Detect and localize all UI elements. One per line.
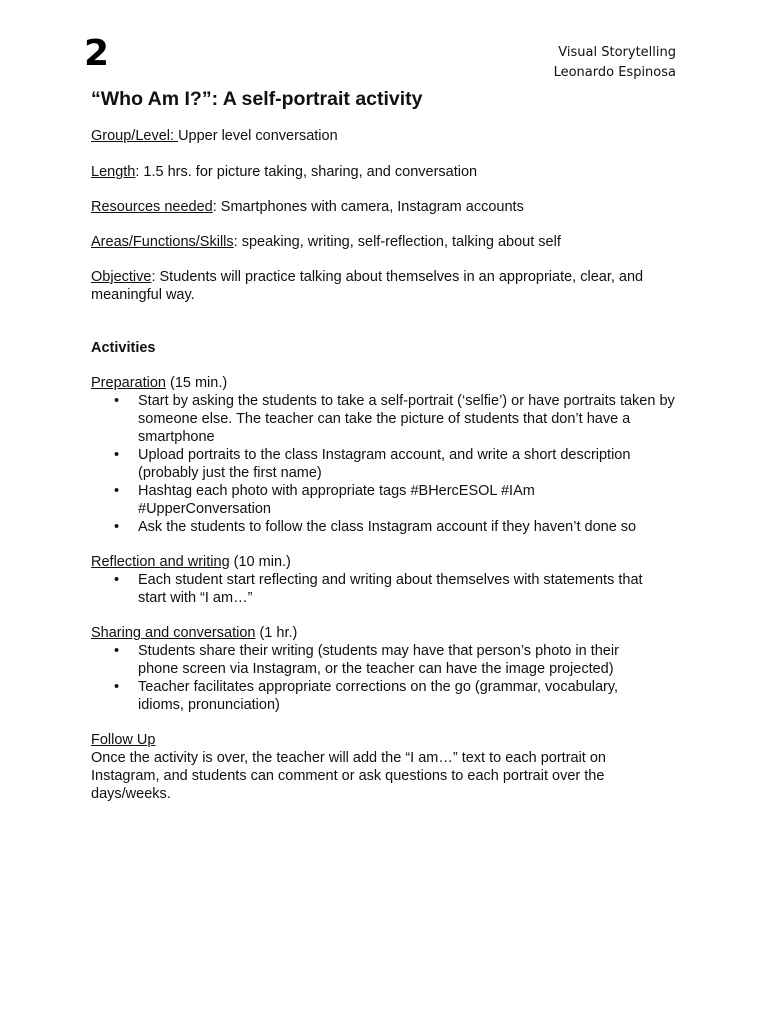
length-value: : 1.5 hrs. for picture taking, sharing, and conversation: [135, 164, 478, 180]
author-name: Leonardo Espinosa: [553, 65, 676, 80]
course-title: Visual Storytelling: [558, 45, 676, 60]
objective-label: Objective: [91, 269, 152, 285]
reflection-time: (10 min.): [229, 554, 291, 570]
list-item: • Hashtag each photo with appropriate tags #BHercESOL #IAm #UpperConversation: [91, 482, 691, 518]
sharing-label: Sharing and conversation: [91, 625, 256, 641]
areas-value: : speaking, writing, self-reflection, talking about self: [233, 234, 561, 250]
reflection-heading: [91, 553, 691, 571]
objective-field: [91, 268, 661, 304]
sharing-list: [91, 642, 691, 714]
running-header: [554, 43, 676, 83]
document-title: “Who Am I?”: A self-portrait activity: [91, 88, 423, 110]
list-item: • Ask the students to follow the class Instagram account if they haven’t done so: [91, 518, 691, 536]
reflection-label: Reflection and writing: [91, 554, 230, 570]
length-field: [91, 163, 691, 181]
areas-field: [91, 233, 691, 251]
list-item: • Start by asking the students to take a self-portrait (‘selfie’) or have portraits taken by someone else. The teacher can take the picture of students that don’t have a smartphone: [91, 392, 691, 446]
preparation-time: (15 min.): [165, 375, 228, 391]
preparation-label: Preparation: [91, 375, 166, 391]
page-number: 2: [84, 33, 110, 74]
list-item: • Teacher facilitates appropriate corrections on the go (grammar, vocabulary, idioms, pronunciation): [91, 678, 691, 714]
resources-field: [91, 198, 691, 216]
document-body: [91, 127, 691, 803]
group-level-field: [91, 127, 691, 145]
preparation-list: [91, 392, 691, 536]
sharing-time: (1 hr.): [255, 625, 298, 641]
length-label: Length: [91, 164, 136, 180]
list-item: • Upload portraits to the class Instagram account, and write a short description (probably just the first name): [91, 446, 691, 482]
areas-label: Areas/Functions/Skills: [91, 234, 234, 250]
list-item: • Students share their writing (students may have that person’s photo in their phone screen via Instagram, or the teacher can have the image projected): [91, 642, 691, 678]
resources-label: Resources needed: [91, 199, 213, 215]
resources-value: : Smartphones with camera, Instagram accounts: [212, 199, 524, 215]
activities-heading: Activities: [91, 340, 156, 356]
follow-up-text: Once the activity is over, the teacher will add the “I am…” text to each portrait on Instagram, and students can comment or ask questions to each portrait over the days/weeks.: [91, 750, 606, 802]
sharing-heading: [91, 624, 691, 642]
objective-value: : Students will practice talking about themselves in an appropriate, clear, and meaningful way.: [91, 269, 644, 303]
reflection-list: [91, 571, 691, 607]
follow-up-heading: Follow Up: [91, 732, 156, 748]
group-level-label: Group/Level:: [91, 128, 179, 144]
preparation-heading: [91, 374, 691, 392]
group-level-value: Upper level conversation: [178, 128, 338, 144]
list-item: • Each student start reflecting and writing about themselves with statements that start with “I am…”: [91, 571, 691, 607]
